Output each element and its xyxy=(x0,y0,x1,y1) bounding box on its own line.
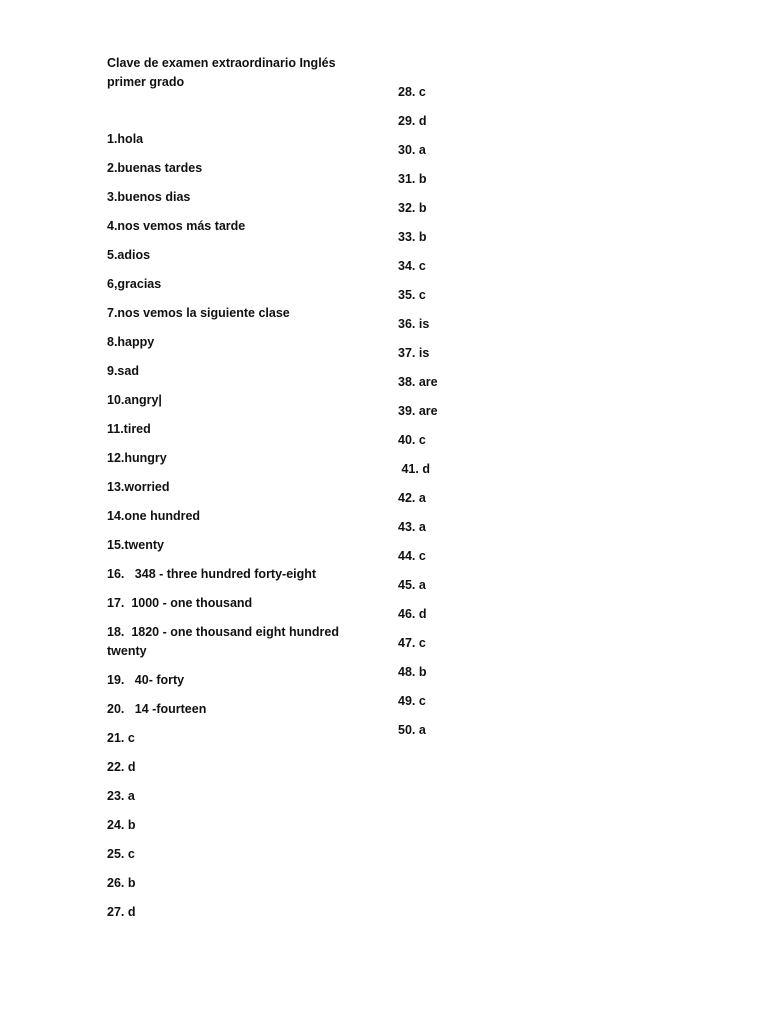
answer-26: 26. b xyxy=(107,876,136,890)
answer-19: 19. 40- forty xyxy=(107,673,185,687)
answer-11: 11.tired xyxy=(107,422,151,436)
answer-46: 46. d xyxy=(398,607,427,621)
answer-45: 45. a xyxy=(398,578,426,592)
answer-15: 15.twenty xyxy=(107,538,164,552)
answer-23: 23. a xyxy=(107,789,135,803)
answer-20: 20. 14 -fourteen xyxy=(107,702,207,716)
answers-list-left xyxy=(107,130,372,922)
answer-6: 6,gracias xyxy=(107,277,162,291)
answer-48: 48. b xyxy=(398,665,427,679)
answer-39: 39. are xyxy=(398,404,438,418)
answer-13: 13.worried xyxy=(107,480,170,494)
answer-1: 1.hola xyxy=(107,132,144,146)
answer-2: 2.buenas tardes xyxy=(107,161,203,175)
answer-14: 14.one hundred xyxy=(107,509,201,523)
answer-47: 47. c xyxy=(398,636,426,650)
answer-32: 32. b xyxy=(398,201,427,215)
answer-29: 29. d xyxy=(398,114,427,128)
answer-17: 17. 1000 - one thousand xyxy=(107,596,253,610)
answer-16: 16. 348 - three hundred forty-eight xyxy=(107,567,317,581)
answer-41: 41. d xyxy=(398,462,430,476)
answer-3: 3.buenos dias xyxy=(107,190,191,204)
answer-31: 31. b xyxy=(398,172,427,186)
answer-49: 49. c xyxy=(398,694,426,708)
answer-24: 24. b xyxy=(107,818,136,832)
left-column xyxy=(107,54,372,932)
answer-22: 22. d xyxy=(107,760,136,774)
document-title: Clave de examen extraordinario Inglés primer grado xyxy=(107,56,336,89)
answer-30: 30. a xyxy=(398,143,426,157)
answer-8: 8.happy xyxy=(107,335,155,349)
answer-37: 37. is xyxy=(398,346,430,360)
answer-40: 40. c xyxy=(398,433,426,447)
answer-27: 27. d xyxy=(107,905,136,919)
answer-25: 25. c xyxy=(107,847,135,861)
answer-28: 28. c xyxy=(398,85,426,99)
answer-36: 36. is xyxy=(398,317,430,331)
answer-44: 44. c xyxy=(398,549,426,563)
answer-50: 50. a xyxy=(398,723,426,737)
answer-9: 9.sad xyxy=(107,364,139,378)
answer-5: 5.adios xyxy=(107,248,151,262)
answer-12: 12.hungry xyxy=(107,451,167,465)
answer-34: 34. c xyxy=(398,259,426,273)
answer-4: 4.nos vemos más tarde xyxy=(107,219,246,233)
answer-7: 7.nos vemos la siguiente clase xyxy=(107,306,290,320)
answer-18: 18. 1820 - one thousand eight hundred twenty xyxy=(107,625,343,658)
answer-21: 21. c xyxy=(107,731,135,745)
right-column xyxy=(398,83,518,750)
answer-38: 38. are xyxy=(398,375,438,389)
answer-35: 35. c xyxy=(398,288,426,302)
answer-42: 42. a xyxy=(398,491,426,505)
answer-33: 33. b xyxy=(398,230,427,244)
answer-43: 43. a xyxy=(398,520,426,534)
answer-10[interactable]: 10.angry| xyxy=(107,393,162,407)
